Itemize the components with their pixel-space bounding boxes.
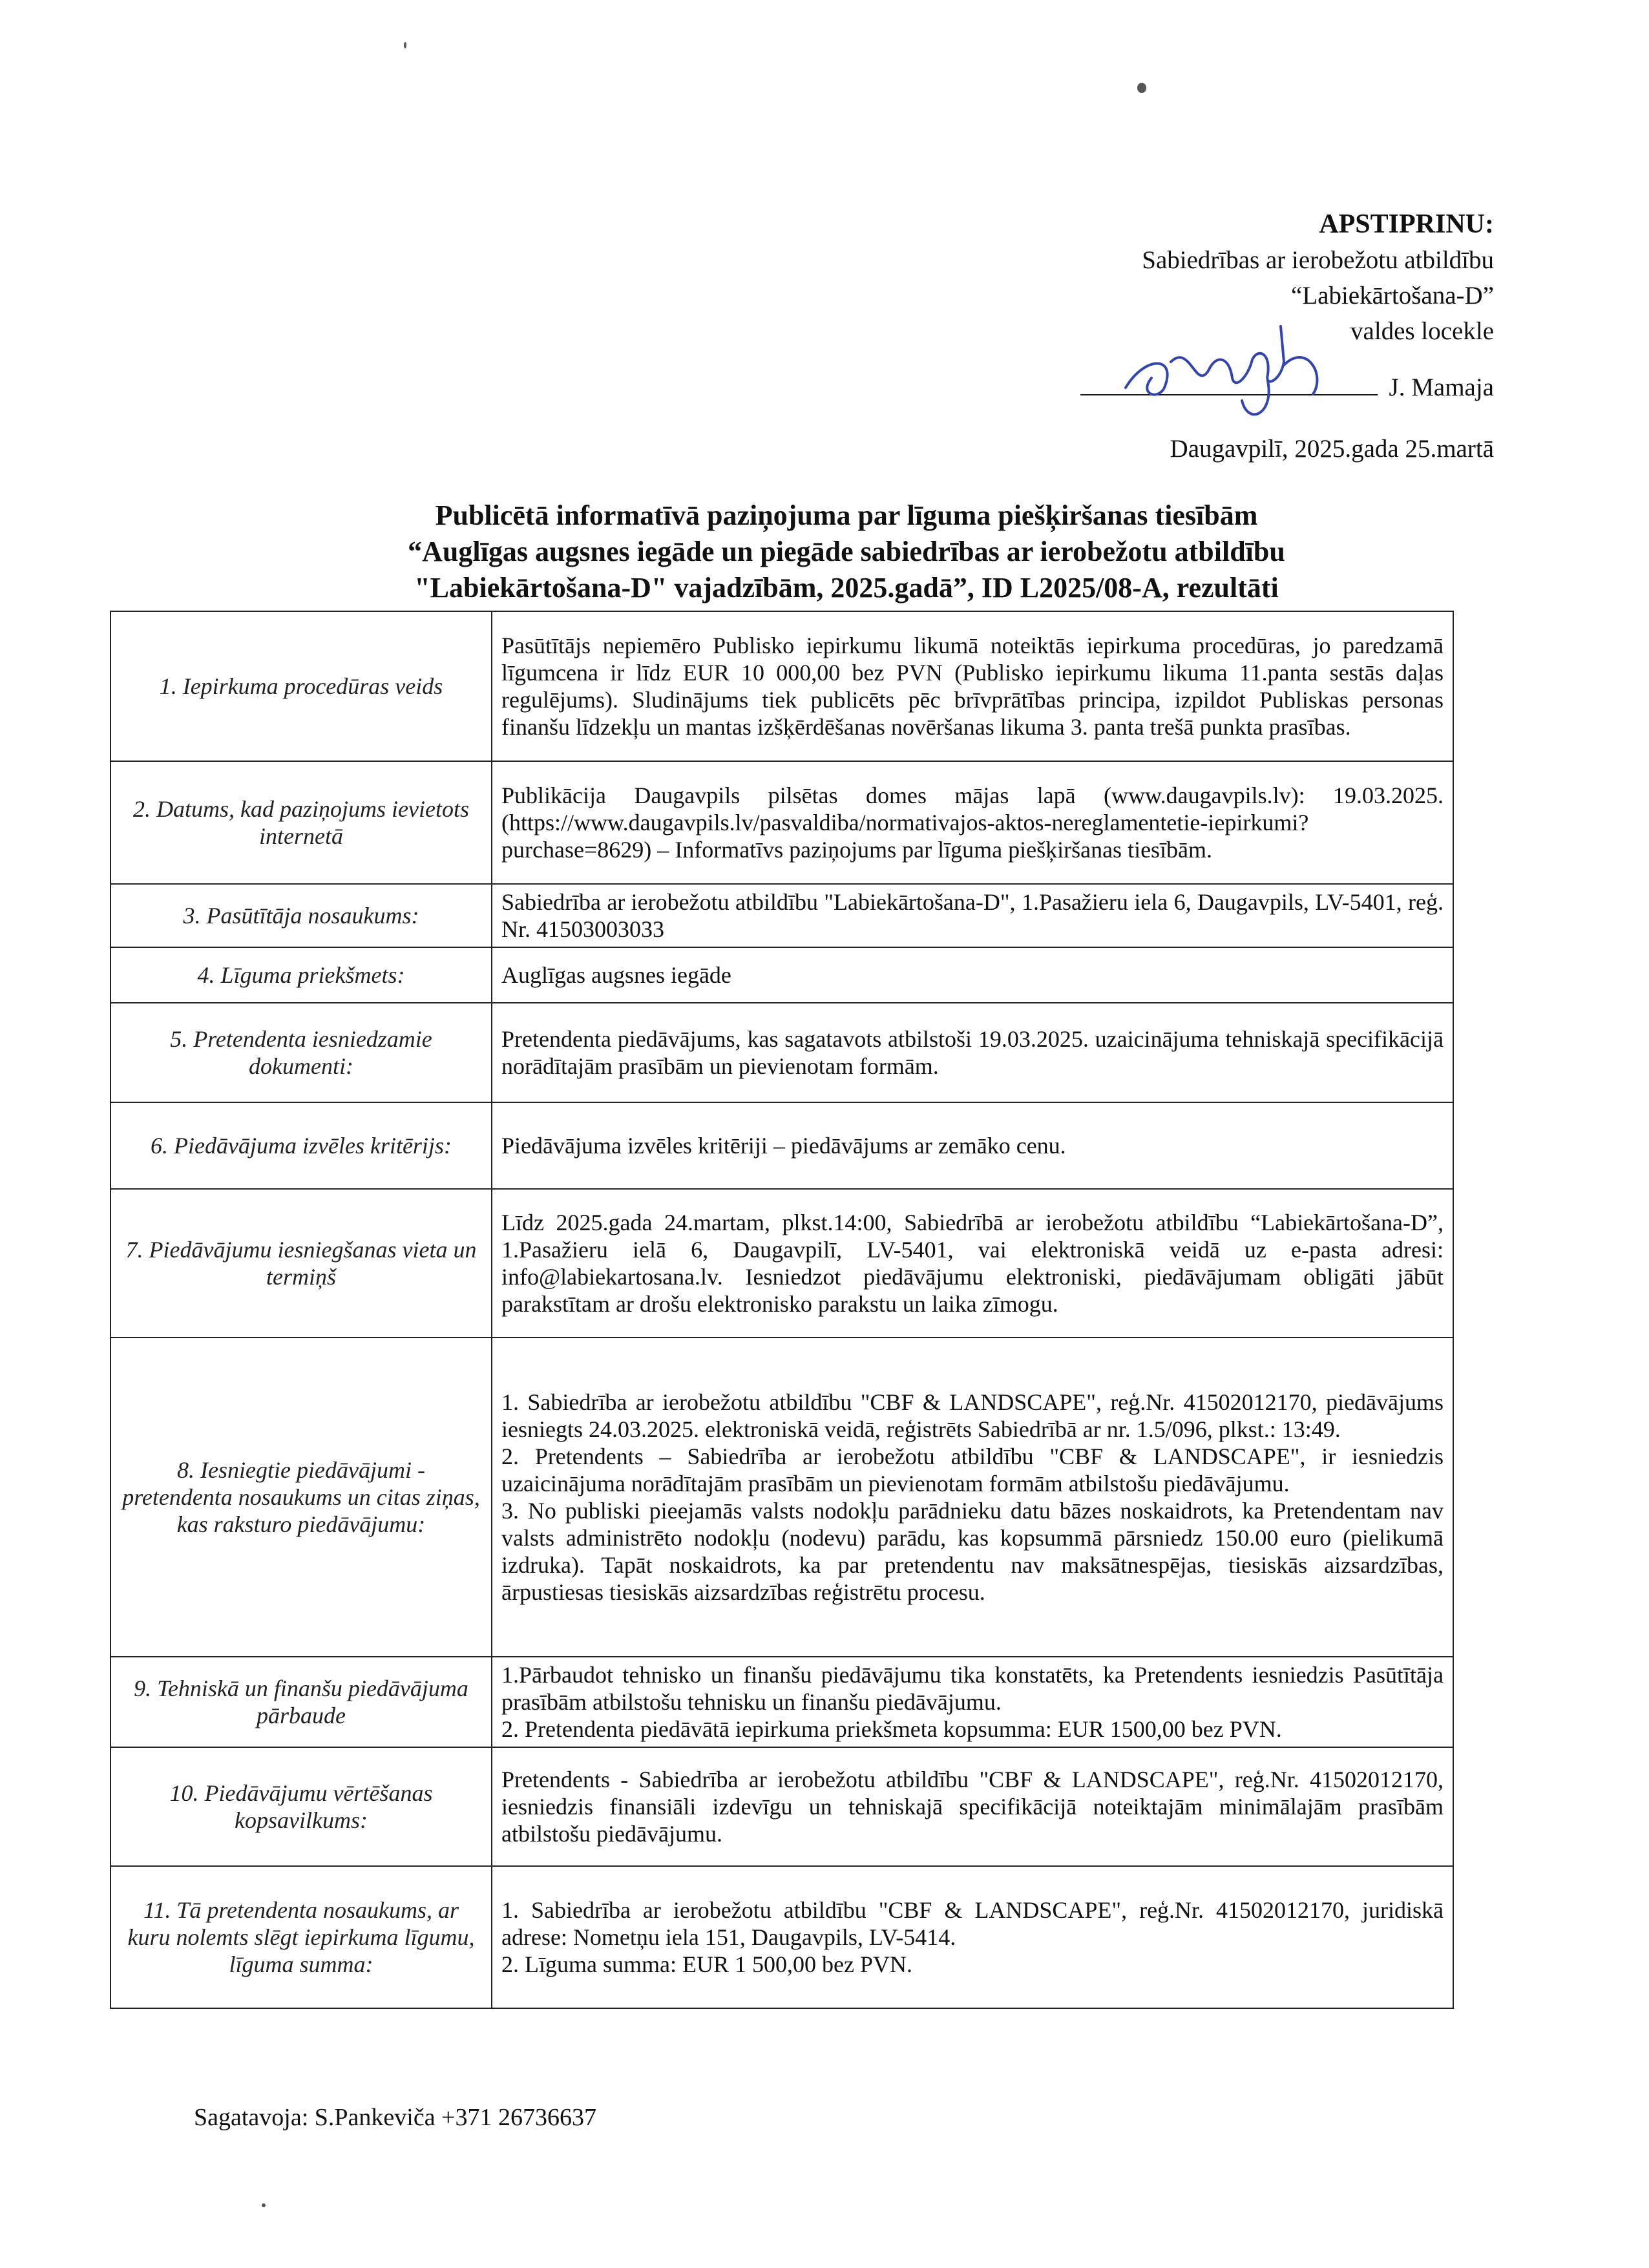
row-value bbox=[492, 1102, 1453, 1189]
row-value-paragraph: Publikācija Daugavpils pilsētas domes mājas lapā (www.daugavpils.lv): 19.03.2025. (https://www.daugavpils.lv/pasvaldiba/normativajos-aktos-nereglamentetie-iepirkumi?purchase=8629) – Informatīvs paziņojums par līguma piešķiršanas tiesībām. bbox=[501, 782, 1444, 863]
row-value bbox=[492, 611, 1453, 761]
approval-heading: APSTIPRINU: bbox=[1319, 209, 1494, 239]
row-label: 3. Pasūtītāja nosaukums: bbox=[110, 884, 492, 947]
table-row bbox=[110, 947, 1453, 1003]
scan-speck bbox=[404, 42, 406, 48]
title-line-1: Publicētā informatīvā paziņojuma par līguma piešķiršanas tiesībām bbox=[435, 499, 1258, 531]
row-value bbox=[492, 761, 1453, 884]
row-value bbox=[492, 1189, 1453, 1338]
table-row bbox=[110, 884, 1453, 947]
row-label: 11. Tā pretendenta nosaukums, ar kuru nolemts slēgt iepirkuma līgumu, līguma summa: bbox=[110, 1866, 492, 2008]
title-line-3: "Labiekārtošana-D" vajadzībām, 2025.gadā”, ID L2025/08-A, rezultāti bbox=[414, 572, 1279, 604]
title-line-2: “Auglīgas augsnes iegāde un piegāde sabiedrības ar ierobežotu atbildību bbox=[408, 536, 1285, 567]
row-value-paragraph: Līdz 2025.gada 24.martam, plkst.14:00, Sabiedrībā ar ierobežotu atbildību “Labiekārtošana-D”, 1.Pasažieru ielā 6, Daugavpilī, LV-5401, vai elektroniskā veidā uz e-pasta adresi: info@labiekartosana.lv. Iesniedzot piedāvājumu elektroniski, piedāvājumam obligāti jābūt parakstītam ar drošu elektronisko parakstu un laika zīmogu. bbox=[501, 1210, 1444, 1317]
table-row bbox=[110, 1189, 1453, 1338]
row-label: 9. Tehniskā un finanšu piedāvājuma pārbaude bbox=[110, 1657, 492, 1747]
handwritten-signature bbox=[1119, 317, 1352, 426]
row-value-paragraph: 3. No publiski pieejamās valsts nodokļu parādnieku datu bāzes noskaidrots, ka Pretendentam nav valsts administrēto nodokļu (nodevu) parādu, kas kopsummā pārsniedz 150.00 euro (pielikumā izdruka). Tapāt noskaidrots, ka par pretendentu nav maksātnespējas, tiesiskās aizsardzības, ārpustiesas tiesiskās aizsardzības reģistrētu procesu. bbox=[501, 1498, 1444, 1605]
row-label: 5. Pretendenta iesniedzamie dokumenti: bbox=[110, 1003, 492, 1102]
signer-name: J. Mamaja bbox=[1389, 373, 1494, 401]
row-label: 10. Piedāvājumu vērtēšanas kopsavilkums: bbox=[110, 1747, 492, 1866]
row-value-paragraph: 2. Pretendents – Sabiedrība ar ierobežotu atbildību "CBF & LANDSCAPE", ir iesniedzis uzaicinājuma norādītajām prasībām un pievienotam formām atbilstošu piedāvājumu. bbox=[501, 1444, 1444, 1496]
approval-line-2: “Labiekārtošana-D” bbox=[1291, 282, 1494, 310]
row-value-paragraph: Pretendents - Sabiedrība ar ierobežotu atbildību "CBF & LANDSCAPE", reģ.Nr. 41502012170, iesniedzis finansiāli izdevīgu un tehniskajā specifikācijā noteiktajām minimālajām prasībām atbilstošu piedāvājumu. bbox=[501, 1767, 1444, 1847]
prepared-by: Sagatavoja: S.Pankeviča +371 26736637 bbox=[194, 2104, 596, 2131]
row-value-paragraph: 2. Pretendenta piedāvātā iepirkuma priekšmeta kopsumma: EUR 1500,00 bez PVN. bbox=[501, 1716, 1282, 1742]
place-date: Daugavpilī, 2025.gada 25.martā bbox=[1170, 435, 1494, 463]
row-value bbox=[492, 1657, 1453, 1747]
row-label: 4. Līguma priekšmets: bbox=[110, 947, 492, 1003]
scan-speck bbox=[262, 2203, 266, 2207]
approval-line-1: Sabiedrības ar ierobežotu atbildību bbox=[1142, 246, 1494, 274]
table-row bbox=[110, 1866, 1453, 2008]
scan-speck bbox=[1137, 83, 1146, 93]
table-row bbox=[110, 1747, 1453, 1866]
table-row bbox=[110, 1003, 1453, 1102]
row-value bbox=[492, 884, 1453, 947]
row-value-paragraph: Pretendenta piedāvājums, kas sagatavots atbilstoši 19.03.2025. uzaicinājuma tehniskajā specifikācijā norādītajām prasībām un pievienotam formām. bbox=[501, 1026, 1444, 1079]
document-title bbox=[271, 498, 1422, 606]
row-value bbox=[492, 1003, 1453, 1102]
table-row bbox=[110, 761, 1453, 884]
row-value bbox=[492, 1866, 1453, 2008]
row-label: 2. Datums, kad paziņojums ievietots internetā bbox=[110, 761, 492, 884]
results-table bbox=[110, 611, 1454, 2009]
approval-line-3: valdes locekle bbox=[1350, 317, 1494, 345]
row-value-paragraph: Piedāvājuma izvēles kritēriji – piedāvājums ar zemāko cenu. bbox=[501, 1133, 1066, 1159]
row-value-paragraph: 1. Sabiedrība ar ierobežotu atbildību "CBF & LANDSCAPE", reģ.Nr. 41502012170, juridiskā adrese: Nometņu iela 151, Daugavpils, LV-5414. bbox=[501, 1897, 1444, 1950]
row-value-paragraph: Pasūtītājs nepiemēro Publisko iepirkumu likumā noteiktās iepirkuma procedūras, jo paredzamā līgumcena ir līdz EUR 10 000,00 bez PVN (Publisko iepirkumu likuma 11.panta sestās daļas regulējums). Sludinājums tiek publicēts pēc brīvprātības principa, izpildot Publiskas personas finanšu līdzekļu un mantas izšķērdēšanas novēršanas likuma 3. panta trešā punkta prasības. bbox=[501, 633, 1444, 740]
row-value-paragraph: Sabiedrība ar ierobežotu atbildību "Labiekārtošana-D", 1.Pasažieru iela 6, Daugavpils, LV-5401, reģ. Nr. 41503003033 bbox=[501, 889, 1444, 942]
row-value bbox=[492, 947, 1453, 1003]
signature-row bbox=[783, 368, 1494, 405]
row-value bbox=[492, 1338, 1453, 1657]
row-value-paragraph: Auglīgas augsnes iegāde bbox=[501, 962, 731, 988]
row-label: 8. Iesniegtie piedāvājumi - pretendenta nosaukums un citas ziņas, kas raksturo piedāvājumu: bbox=[110, 1338, 492, 1657]
row-value-paragraph: 2. Līguma summa: EUR 1 500,00 bez PVN. bbox=[501, 1951, 912, 1977]
table-row bbox=[110, 1657, 1453, 1747]
row-label: 7. Piedāvājumu iesniegšanas vieta un termiņš bbox=[110, 1189, 492, 1338]
signature-line bbox=[1080, 368, 1378, 395]
table-row bbox=[110, 611, 1453, 761]
approval-block bbox=[783, 207, 1494, 467]
row-value-paragraph: 1. Sabiedrība ar ierobežotu atbildību "CBF & LANDSCAPE", reģ.Nr. 41502012170, piedāvājums iesniegts 24.03.2025. elektroniskā veidā, reģistrēts Sabiedrībā ar nr. 1.5/096, plkst.: 13:49. bbox=[501, 1389, 1444, 1442]
row-label: 1. Iepirkuma procedūras veids bbox=[110, 611, 492, 761]
row-value bbox=[492, 1747, 1453, 1866]
table-row bbox=[110, 1102, 1453, 1189]
row-value-paragraph: 1.Pārbaudot tehnisko un finanšu piedāvājumu tika konstatēts, ka Pretendents iesniedzis Pasūtītāja prasībām atbilstošu tehnisku un finanšu piedāvājumu. bbox=[501, 1662, 1444, 1715]
row-label: 6. Piedāvājuma izvēles kritērijs: bbox=[110, 1102, 492, 1189]
table-row bbox=[110, 1338, 1453, 1657]
